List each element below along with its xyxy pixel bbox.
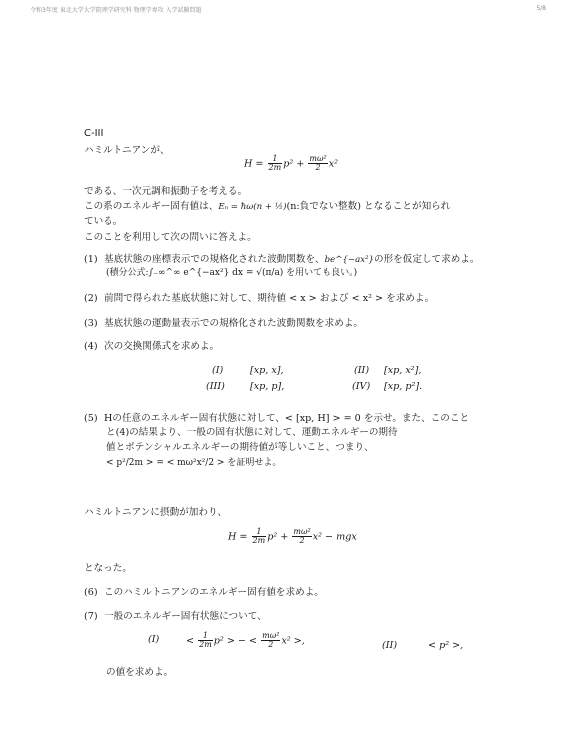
q1-hint: (積分公式:∫₋∞^∞ e^{−ax²} dx = √(π/a) を用いても良い。) bbox=[106, 268, 358, 278]
line-b-text2: (n:負でない整数) となることが知られ bbox=[286, 201, 451, 212]
line-b-text1: この系のエネルギー固有値は、 bbox=[84, 201, 219, 212]
q7-item-2: < p² >, bbox=[428, 640, 464, 651]
commutator-3: [xp, p], bbox=[250, 381, 285, 392]
perturb-eq-lhs: H = bbox=[228, 531, 248, 543]
q1-tail: の形を仮定して求めよ。 bbox=[374, 254, 480, 265]
page-header bbox=[30, 5, 546, 15]
q6-text: このハミルトニアンのエネルギー固有値を求めよ。 bbox=[104, 587, 324, 598]
perturb-frac-1: $\frac{1}{2m}$ bbox=[252, 527, 266, 546]
commutator-1: [xp, x], bbox=[250, 365, 284, 376]
eq-plus: + bbox=[296, 158, 305, 170]
q7-i-lhs: < bbox=[186, 635, 195, 647]
perturbed-hamiltonian bbox=[228, 528, 357, 546]
line-d: このことを利用して次の問いに答えよ。 bbox=[84, 232, 257, 243]
intro-text: ハミルトニアンが、 bbox=[84, 145, 170, 156]
question-7 bbox=[84, 608, 267, 622]
line-a: である、一次元調和振動子を考える。 bbox=[84, 186, 248, 197]
perturb-plus: + bbox=[280, 531, 289, 543]
perturb-term-2: x² − mgx bbox=[312, 531, 357, 543]
question-5 bbox=[84, 410, 469, 424]
header-page-number: 5/8 bbox=[536, 5, 546, 12]
perturb-term-1: p² bbox=[267, 531, 278, 543]
closing-text: の値を求めよ。 bbox=[106, 667, 174, 678]
q3-text: 基底状態の運動量表示での規格化された波動関数を求めよ。 bbox=[104, 318, 364, 329]
question-4 bbox=[84, 338, 219, 352]
energy-eigenvalue-eq: Eₙ = ħω(n + ½) bbox=[218, 202, 287, 212]
q2-number: (2) bbox=[84, 293, 98, 304]
q7-i-mid: p² > − < bbox=[213, 635, 258, 647]
eq-frac-1: $\frac{1}{2m}$ bbox=[268, 154, 282, 173]
q5-cont-1: と(4)の結果より、一般の固有状態に対して、運動エネルギーの期待 bbox=[106, 427, 398, 438]
eq-lhs: H = bbox=[244, 158, 264, 170]
q4-number: (4) bbox=[84, 341, 98, 352]
q7-number: (7) bbox=[84, 611, 98, 622]
q7-i-frac-1: $\frac{1}{2m}$ bbox=[199, 631, 212, 650]
q5-cont-2: 値とポテンシャルエネルギーの期待値が等しいこと、つまり、 bbox=[106, 442, 374, 453]
line-b bbox=[84, 198, 450, 212]
q7-i-frac-2: $\frac{\text{mω²}}{2}$ bbox=[262, 631, 280, 650]
commutator-4-label: (IV) bbox=[352, 381, 371, 392]
perturb-intro: ハミルトニアンに摂動が加わり、 bbox=[84, 507, 228, 518]
q3-number: (3) bbox=[84, 318, 98, 329]
q7-i-tail: x² >, bbox=[281, 635, 305, 647]
q7-item-1-label: (I) bbox=[148, 634, 160, 645]
q1-number: (1) bbox=[84, 254, 98, 265]
commutator-3-label: (III) bbox=[206, 381, 225, 392]
commutator-4: [xp, p²]. bbox=[384, 381, 423, 392]
eq-frac-2: $\frac{\text{mω²}}{2}$ bbox=[309, 154, 327, 173]
q7-item-1 bbox=[186, 632, 305, 650]
q6-number: (6) bbox=[84, 587, 98, 598]
eq-term-2: x² bbox=[328, 158, 338, 170]
line-c: ている。 bbox=[84, 216, 123, 227]
question-2 bbox=[84, 290, 434, 304]
question-6 bbox=[84, 584, 324, 598]
problem-title: C-III bbox=[84, 128, 104, 139]
q2-text: 前問で得られた基底状態に対して、期待値 < x > および < x² > を求めよ。 bbox=[104, 293, 435, 304]
perturb-after: となった。 bbox=[84, 563, 132, 574]
q1-eq: be^{−ax²} bbox=[324, 255, 374, 265]
header-left: 令和3年度 東北大学大学院理学研究科 物理学専攻 入学試験問題 bbox=[30, 7, 202, 14]
q4-text: 次の交換関係式を求めよ。 bbox=[104, 341, 220, 352]
commutator-2-label: (II) bbox=[354, 365, 370, 376]
question-1 bbox=[84, 251, 480, 265]
hamiltonian-equation bbox=[244, 155, 338, 173]
q5-cont-3: < p²/2m > = < mω²x²/2 > を証明せよ。 bbox=[106, 458, 282, 468]
commutator-2: [xp, x²], bbox=[384, 365, 422, 376]
q7-text: 一般のエネルギー固有状態について、 bbox=[104, 611, 267, 622]
q5-text: Hの任意のエネルギー固有状態に対して、< [xp, H] > = 0 を示せ。また、このこと bbox=[104, 413, 470, 424]
eq-term-1: p² bbox=[283, 158, 294, 170]
perturb-frac-2: $\frac{\text{mω²}}{2}$ bbox=[293, 527, 311, 546]
q1-text: 基底状態の座標表示での規格化された波動関数を、 bbox=[104, 254, 325, 265]
question-3 bbox=[84, 315, 363, 329]
q5-number: (5) bbox=[84, 413, 98, 424]
commutator-1-label: (I) bbox=[212, 365, 224, 376]
q7-item-2-label: (II) bbox=[382, 640, 398, 651]
